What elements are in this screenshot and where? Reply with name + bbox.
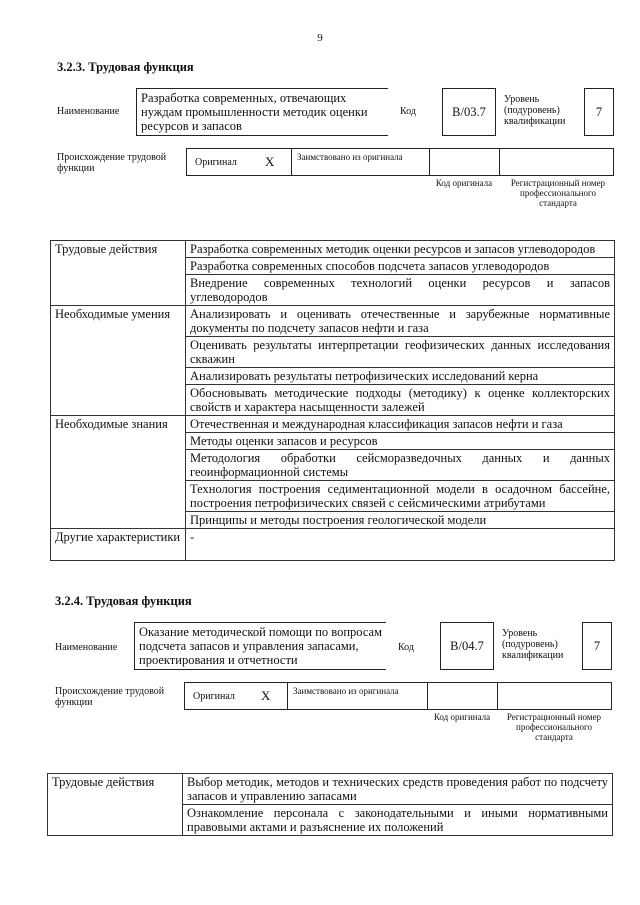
divider: [427, 683, 428, 709]
text-cell: Принципы и методы построения геологической модели: [186, 512, 615, 529]
table-row: [51, 275, 615, 306]
table-row: [51, 337, 615, 368]
level-label: Уровень (подуровень) квалификации: [502, 628, 564, 661]
category-cell: [51, 275, 186, 306]
divider: [429, 149, 430, 175]
text-cell: Технология построения седиментационной модели в осадочном бассейне, построения петрофизических связей с сейсмическими атрибутами: [186, 481, 615, 512]
table-row: [51, 385, 615, 416]
level-value: 7: [595, 104, 603, 119]
code-label: Код: [398, 642, 414, 653]
level-label: Уровень (подуровень) квалификации: [504, 94, 566, 127]
reg-number-label: Регистрационный номер профессионального стандарта: [506, 712, 602, 742]
level-value-box: [582, 622, 612, 670]
text-cell: Отечественная и международная классификация запасов нефти и газа: [186, 416, 615, 433]
text-cell: Разработка современных методик оценки ресурсов и запасов углеводородов: [186, 241, 615, 258]
code-value-box: [442, 88, 496, 136]
text-cell: Обосновывать методические подходы (методику) к оценке коллекторских свойств и характера насыщенности залежей: [186, 385, 615, 416]
text-cell: Методология обработки сейсморазведочных данных и данных геоинформационной системы: [186, 450, 615, 481]
original-label: Оригинал: [193, 691, 235, 702]
function-name-box: [136, 88, 388, 136]
divider: [499, 149, 500, 175]
category-cell: [48, 805, 183, 836]
table-row: [51, 450, 615, 481]
table-row: [51, 529, 615, 561]
table-row: [51, 416, 615, 433]
table-row: [51, 433, 615, 450]
table-row: [51, 258, 615, 275]
text-cell: Ознакомление персонала с законодательными и иными нормативными правовыми актами и разъяснение их положений: [183, 805, 613, 836]
origin-row: [186, 148, 614, 176]
table-row: [51, 481, 615, 512]
text-cell: Оценивать результаты интерпретации геофизических данных исследования скважин: [186, 337, 615, 368]
original-label: Оригинал: [195, 157, 237, 168]
origin-label: Происхождение трудовой функции: [55, 686, 165, 708]
text-cell: -: [186, 529, 615, 561]
function-name-box: [134, 622, 386, 670]
category-cell: [51, 481, 186, 512]
code-value-box: [440, 622, 494, 670]
category-cell: Трудовые действия: [48, 774, 183, 805]
category-cell: Другие характеристики: [51, 529, 186, 561]
code-original-label: Код оригинала: [433, 712, 491, 722]
reg-number-label: Регистрационный номер профессионального стандарта: [510, 178, 606, 208]
category-cell: [51, 368, 186, 385]
function-table-3-2-3: [50, 240, 615, 561]
table-row: [51, 241, 615, 258]
code-value: B/04.7: [450, 638, 484, 653]
category-cell: Необходимые умения: [51, 306, 186, 337]
original-mark: X: [261, 688, 271, 703]
divider: [497, 683, 498, 709]
category-cell: Необходимые знания: [51, 416, 186, 433]
level-value-box: [584, 88, 614, 136]
text-cell: Выбор методик, методов и технических средств проведения работ по подсчету запасов и управлению запасами: [183, 774, 613, 805]
category-cell: [51, 385, 186, 416]
category-cell: [51, 337, 186, 368]
category-cell: [51, 512, 186, 529]
name-label: Наименование: [55, 642, 118, 653]
section-title-3-2-3: 3.2.3. Трудовая функция: [57, 60, 194, 74]
name-label: Наименование: [57, 106, 120, 117]
origin-row: [184, 682, 612, 710]
table-row: [51, 306, 615, 337]
divider: [291, 149, 292, 175]
category-cell: [51, 433, 186, 450]
function-name-value: Разработка современных, отвечающих нуждам промышленности методик оценки ресурсов и запасов: [141, 91, 368, 133]
text-cell: Методы оценки запасов и ресурсов: [186, 433, 615, 450]
function-table-3-2-4: [47, 773, 613, 836]
original-mark: X: [265, 154, 275, 169]
divider: [287, 683, 288, 709]
table-row: [48, 774, 613, 805]
borrowed-label: Заимствовано из оригинала: [293, 686, 399, 696]
category-cell: [51, 258, 186, 275]
table-row: [51, 512, 615, 529]
level-value: 7: [593, 638, 601, 653]
function-name-value: Оказание методической помощи по вопросам подсчета запасов и управления запасами, проектирования и отчетности: [139, 625, 382, 667]
code-value: B/03.7: [452, 104, 486, 119]
code-original-label: Код оригинала: [435, 178, 493, 188]
text-cell: Анализировать результаты петрофизических исследований керна: [186, 368, 615, 385]
code-label: Код: [400, 106, 416, 117]
table-row: [48, 805, 613, 836]
page-number: 9: [317, 32, 323, 44]
text-cell: Разработка современных способов подсчета запасов углеводородов: [186, 258, 615, 275]
category-cell: [51, 450, 186, 481]
text-cell: Внедрение современных технологий оценки ресурсов и запасов углеводородов: [186, 275, 615, 306]
text-cell: Анализировать и оценивать отечественные и зарубежные нормативные документы по подсчету запасов нефти и газа: [186, 306, 615, 337]
borrowed-label: Заимствовано из оригинала: [297, 152, 403, 162]
table-row: [51, 368, 615, 385]
origin-label: Происхождение трудовой функции: [57, 152, 167, 174]
section-title-3-2-4: 3.2.4. Трудовая функция: [55, 594, 192, 608]
category-cell: Трудовые действия: [51, 241, 186, 258]
